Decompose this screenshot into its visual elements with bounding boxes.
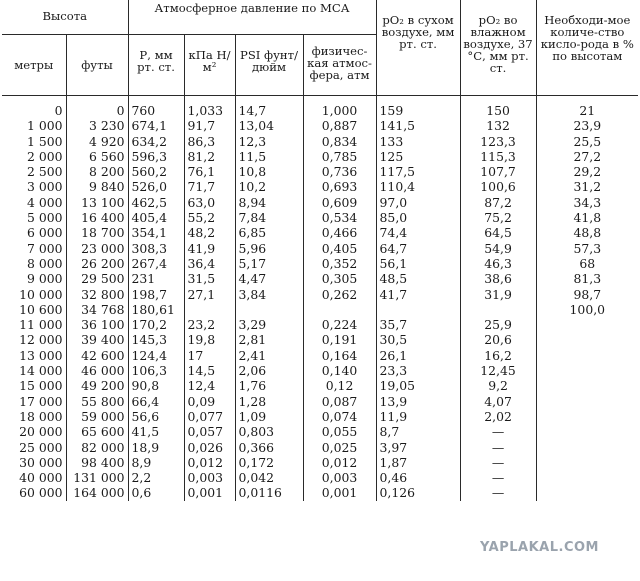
table-cell: 34 768 xyxy=(66,302,128,317)
table-cell: 91,7 xyxy=(184,118,235,133)
header-p-mm: Р, мм рт. ст. xyxy=(128,35,184,96)
table-cell: 0,172 xyxy=(235,455,303,470)
table-cell: 56,1 xyxy=(376,256,460,271)
table-cell: 8,7 xyxy=(376,424,460,439)
table-cell: 0,803 xyxy=(235,424,303,439)
table-cell: 31,2 xyxy=(573,179,602,195)
table-cell: 86,3 xyxy=(184,134,235,149)
table-cell: 64,5 xyxy=(460,225,536,240)
table-cell: 0,534 xyxy=(303,210,376,225)
table-cell: 4 000 xyxy=(2,195,66,210)
table-body xyxy=(2,96,638,501)
table-cell: 39 400 xyxy=(66,332,128,347)
table-cell: 32 800 xyxy=(66,287,128,302)
table-cell: 0,46 xyxy=(376,470,460,485)
table-row xyxy=(2,118,638,133)
table-cell: 7,84 xyxy=(235,210,303,225)
table-cell: 41,5 xyxy=(128,424,184,439)
table-cell: 55,2 xyxy=(184,210,235,225)
table-cell: 26 200 xyxy=(66,256,128,271)
table-cell: 19,05 xyxy=(376,378,460,393)
table-row xyxy=(2,287,638,302)
table-cell: 596,3 xyxy=(128,149,184,164)
table-cell: 76,1 xyxy=(184,164,235,179)
table-cell: 36 100 xyxy=(66,317,128,332)
table-cell: 29 500 xyxy=(66,271,128,286)
table-cell: 4,47 xyxy=(235,271,303,286)
table-cell: 462,5 xyxy=(128,195,184,210)
table-cell: 41,7 xyxy=(376,287,460,302)
table-cell: 10 000 xyxy=(2,287,66,302)
table-cell: 2,2 xyxy=(128,470,184,485)
table-cell: 180,61 xyxy=(128,302,184,317)
table-cell: 100,0 xyxy=(569,301,606,317)
table-cell: 159 xyxy=(376,96,460,119)
table-cell: 23,9 xyxy=(573,118,602,134)
table-cell: 11,9 xyxy=(376,409,460,424)
table-cell xyxy=(460,302,536,317)
table-cell: 1,28 xyxy=(235,394,303,409)
table-row xyxy=(2,225,638,240)
table-cell xyxy=(536,348,638,363)
table-cell: 100,6 xyxy=(460,179,536,194)
table-cell: 0,785 xyxy=(303,149,376,164)
table-cell: 14 000 xyxy=(2,363,66,378)
table-cell: 0,164 xyxy=(303,348,376,363)
table-row xyxy=(2,378,638,393)
table-cell: 2,81 xyxy=(235,332,303,347)
table-cell: 0,736 xyxy=(303,164,376,179)
table-cell: 1,76 xyxy=(235,378,303,393)
table-cell: 198,7 xyxy=(128,287,184,302)
table-cell: 0,0116 xyxy=(235,485,303,500)
header-phys-atm: физичес-кая атмос-фера, атм xyxy=(303,35,376,96)
table-cell: 85,0 xyxy=(376,210,460,225)
table-cell: 16,2 xyxy=(460,348,536,363)
table-cell: 98 400 xyxy=(66,455,128,470)
header-kpa: кПа Н/м² xyxy=(184,35,235,96)
table-cell: 8,9 xyxy=(128,455,184,470)
table-cell: 2 000 xyxy=(2,149,66,164)
table-cell: 27,2 xyxy=(573,148,602,164)
table-cell: 0 xyxy=(2,96,66,119)
header-height: Высота xyxy=(2,0,128,35)
table-cell: 31,9 xyxy=(460,287,536,302)
table-cell: 150 xyxy=(460,96,536,119)
table-cell: 17 000 xyxy=(2,394,66,409)
table-cell: 0,09 xyxy=(184,394,235,409)
table-cell: 0,140 xyxy=(303,363,376,378)
table-cell: 14,5 xyxy=(184,363,235,378)
table-cell xyxy=(184,302,235,317)
table-cell xyxy=(536,455,638,470)
table-cell: 55 800 xyxy=(66,394,128,409)
table-cell: 49 200 xyxy=(66,378,128,393)
table-cell: 115,3 xyxy=(460,149,536,164)
table-cell: 6 000 xyxy=(2,225,66,240)
table-cell: 11 000 xyxy=(2,317,66,332)
table-cell: 81,3 xyxy=(573,271,602,287)
table-cell: 5,96 xyxy=(235,241,303,256)
table-cell xyxy=(536,485,638,500)
table-cell: 13,04 xyxy=(235,118,303,133)
table-cell: 267,4 xyxy=(128,256,184,271)
table-cell: 9 840 xyxy=(66,179,128,194)
table-cell: 30 000 xyxy=(2,455,66,470)
table-cell: 56,6 xyxy=(128,409,184,424)
table-cell: 0,6 xyxy=(128,485,184,500)
table-cell: 13 000 xyxy=(2,348,66,363)
table-cell: 18,9 xyxy=(128,440,184,455)
table-row xyxy=(2,134,638,149)
table-cell: 23,3 xyxy=(376,363,460,378)
table-cell: 0,262 xyxy=(303,287,376,302)
table-cell: 9 000 xyxy=(2,271,66,286)
table-cell: 12 000 xyxy=(2,332,66,347)
table-cell: 1 500 xyxy=(2,134,66,149)
table-cell: 27,1 xyxy=(184,287,235,302)
table-cell: 19,8 xyxy=(184,332,235,347)
table-cell: 63,0 xyxy=(184,195,235,210)
table-cell: 41,8 xyxy=(573,210,602,226)
table-cell: 18 000 xyxy=(2,409,66,424)
table-cell: 141,5 xyxy=(376,118,460,133)
table-cell: 231 xyxy=(128,271,184,286)
table-cell: — xyxy=(460,440,536,455)
table-cell: 8,94 xyxy=(235,195,303,210)
table-cell: 0,042 xyxy=(235,470,303,485)
table-cell: 90,8 xyxy=(128,378,184,393)
table-cell: 68 xyxy=(579,255,596,271)
table-cell: 29,2 xyxy=(573,164,602,180)
table-cell: 0,366 xyxy=(235,440,303,455)
table-cell: 8 200 xyxy=(66,164,128,179)
table-cell: 170,2 xyxy=(128,317,184,332)
table-cell: 23,2 xyxy=(184,317,235,332)
header-po2-wet: pO₂ во влажном воздухе, 37 °С, мм рт. ст. xyxy=(460,0,536,96)
table-cell: 36,4 xyxy=(184,256,235,271)
table-cell: 35,7 xyxy=(376,317,460,332)
header-o2-needed: Необходи-мое количе-ство кисло-рода в % по высотам xyxy=(536,0,638,96)
table-cell: 0,001 xyxy=(184,485,235,500)
table-cell xyxy=(235,302,303,317)
table-cell: 634,2 xyxy=(128,134,184,149)
table-row xyxy=(2,317,638,332)
table-row xyxy=(2,271,638,286)
table-cell: 0,003 xyxy=(303,470,376,485)
table-cell: 0 xyxy=(66,96,128,119)
table-cell xyxy=(376,302,460,317)
table-row xyxy=(2,332,638,347)
table-cell: 0,609 xyxy=(303,195,376,210)
table-cell: 59 000 xyxy=(66,409,128,424)
table-cell: 107,7 xyxy=(460,164,536,179)
table-cell: 60 000 xyxy=(2,485,66,500)
table-cell: 125 xyxy=(376,149,460,164)
table-cell: 0,191 xyxy=(303,332,376,347)
table-cell: 3,84 xyxy=(235,287,303,302)
table-cell: 71,7 xyxy=(184,179,235,194)
table-cell: 1,87 xyxy=(376,455,460,470)
table-cell: 25,9 xyxy=(460,317,536,332)
table-cell: 9,2 xyxy=(460,378,536,393)
table-cell: 3 230 xyxy=(66,118,128,133)
table-cell xyxy=(536,394,638,409)
table-cell: 3 000 xyxy=(2,179,66,194)
table-cell: 48,5 xyxy=(376,271,460,286)
table-cell: 164 000 xyxy=(66,485,128,500)
table-cell: 12,45 xyxy=(460,363,536,378)
table-cell: 0,887 xyxy=(303,118,376,133)
table-cell: 25,5 xyxy=(573,133,602,149)
table-cell: 5 000 xyxy=(2,210,66,225)
table-cell: 674,1 xyxy=(128,118,184,133)
table-cell: 31,5 xyxy=(184,271,235,286)
table-row xyxy=(2,440,638,455)
table-cell: 117,5 xyxy=(376,164,460,179)
table-cell: 46 000 xyxy=(66,363,128,378)
table-cell: 0,001 xyxy=(303,485,376,500)
table-cell: 0,077 xyxy=(184,409,235,424)
table-cell: 0,224 xyxy=(303,317,376,332)
table-row xyxy=(2,179,638,194)
table-cell: 75,2 xyxy=(460,210,536,225)
table-cell: 81,2 xyxy=(184,149,235,164)
table-row xyxy=(2,164,638,179)
table-cell: 38,6 xyxy=(460,271,536,286)
table-cell: 30,5 xyxy=(376,332,460,347)
table-cell: 124,4 xyxy=(128,348,184,363)
table-cell: 64,7 xyxy=(376,241,460,256)
table-cell: 0,126 xyxy=(376,485,460,500)
table-row xyxy=(2,348,638,363)
table-cell: 0,057 xyxy=(184,424,235,439)
table-cell: 13,9 xyxy=(376,394,460,409)
header-atm-pressure: Атмосферное давление по МСА xyxy=(128,0,376,35)
table-cell: 8 000 xyxy=(2,256,66,271)
table-cell: 11,5 xyxy=(235,149,303,164)
table-cell: 16 400 xyxy=(66,210,128,225)
table-row xyxy=(2,195,638,210)
table-cell: 74,4 xyxy=(376,225,460,240)
table-cell xyxy=(536,440,638,455)
table-row xyxy=(2,241,638,256)
table-row xyxy=(2,210,638,225)
table-cell xyxy=(536,378,638,393)
table-cell xyxy=(536,332,638,347)
table-cell: 10,8 xyxy=(235,164,303,179)
table-row xyxy=(2,455,638,470)
table-cell: 760 xyxy=(128,96,184,119)
table-cell: 0,305 xyxy=(303,271,376,286)
table-cell: 0,087 xyxy=(303,394,376,409)
table-cell: 26,1 xyxy=(376,348,460,363)
header-feet: футы xyxy=(66,35,128,96)
table-cell: 0,12 xyxy=(303,378,376,393)
table-cell: 2,02 xyxy=(460,409,536,424)
table-cell: 82 000 xyxy=(66,440,128,455)
table-cell: 66,4 xyxy=(128,394,184,409)
table-cell: 0,026 xyxy=(184,440,235,455)
table-cell: 6,85 xyxy=(235,225,303,240)
table-row xyxy=(2,96,638,119)
table-cell: 98,7 xyxy=(573,286,602,302)
table-cell: 6 560 xyxy=(66,149,128,164)
table-cell: 21 xyxy=(579,103,596,118)
table-cell: 3,29 xyxy=(235,317,303,332)
table-cell: 20,6 xyxy=(460,332,536,347)
table-cell: 57,3 xyxy=(573,240,602,256)
table-cell: 0,003 xyxy=(184,470,235,485)
table-cell: 10 600 xyxy=(2,302,66,317)
table-cell: 2,41 xyxy=(235,348,303,363)
table-cell: 0,352 xyxy=(303,256,376,271)
table-cell: 13 100 xyxy=(66,195,128,210)
table-cell: 2,06 xyxy=(235,363,303,378)
table-cell: — xyxy=(460,455,536,470)
table-row xyxy=(2,149,638,164)
table-cell: 20 000 xyxy=(2,424,66,439)
header-po2-dry: pO₂ в сухом воздухе, мм рт. ст. xyxy=(376,0,460,96)
table-cell: 560,2 xyxy=(128,164,184,179)
table-cell: 0,055 xyxy=(303,424,376,439)
altitude-pressure-table xyxy=(2,0,638,501)
header-psi: PSI фунт/ дюйм xyxy=(235,35,303,96)
table-cell: 12,3 xyxy=(235,134,303,149)
table-cell: 14,7 xyxy=(235,96,303,119)
table-cell: 0,466 xyxy=(303,225,376,240)
table-cell: 48,8 xyxy=(573,225,602,241)
table-cell: 0,074 xyxy=(303,409,376,424)
table-cell: 132 xyxy=(460,118,536,133)
table-cell: 145,3 xyxy=(128,332,184,347)
table-cell: 42 600 xyxy=(66,348,128,363)
table-row xyxy=(2,470,638,485)
table-cell: 308,3 xyxy=(128,241,184,256)
table-cell: 48,2 xyxy=(184,225,235,240)
table-cell: — xyxy=(460,470,536,485)
table-cell: 0,025 xyxy=(303,440,376,455)
table-cell xyxy=(536,424,638,439)
table-cell: 106,3 xyxy=(128,363,184,378)
table-cell xyxy=(303,302,376,317)
table-cell: 0,834 xyxy=(303,134,376,149)
table-cell: 40 000 xyxy=(2,470,66,485)
table-cell: 133 xyxy=(376,134,460,149)
table-row xyxy=(2,485,638,500)
table-row xyxy=(2,256,638,271)
table-cell: 0,012 xyxy=(184,455,235,470)
table-cell: 23 000 xyxy=(66,241,128,256)
table-cell: 12,4 xyxy=(184,378,235,393)
header-meters: метры xyxy=(2,35,66,96)
table-row xyxy=(2,363,638,378)
table-cell: 3,97 xyxy=(376,440,460,455)
table-cell: — xyxy=(460,424,536,439)
table-row xyxy=(2,409,638,424)
table-cell: 2 500 xyxy=(2,164,66,179)
table-cell: 97,0 xyxy=(376,195,460,210)
table-cell: 17 xyxy=(184,348,235,363)
table-cell: 18 700 xyxy=(66,225,128,240)
table-row xyxy=(2,394,638,409)
table-cell xyxy=(536,409,638,424)
watermark: YAPLAKAL.COM xyxy=(480,540,599,555)
table-cell: 46,3 xyxy=(460,256,536,271)
table-cell: 1,000 xyxy=(303,96,376,119)
table-cell: 4 920 xyxy=(66,134,128,149)
table-cell: 0,693 xyxy=(303,179,376,194)
table-cell: 5,17 xyxy=(235,256,303,271)
table-cell: 526,0 xyxy=(128,179,184,194)
table-cell: 4,07 xyxy=(460,394,536,409)
table-cell: 65 600 xyxy=(66,424,128,439)
table-cell: — xyxy=(460,485,536,500)
table-cell xyxy=(536,363,638,378)
table-cell: 0,012 xyxy=(303,455,376,470)
table-cell: 25 000 xyxy=(2,440,66,455)
table-cell: 15 000 xyxy=(2,378,66,393)
table-cell: 7 000 xyxy=(2,241,66,256)
table-cell: 354,1 xyxy=(128,225,184,240)
table-row xyxy=(2,424,638,439)
table-row xyxy=(2,302,638,317)
table-cell: 405,4 xyxy=(128,210,184,225)
table-cell: 131 000 xyxy=(66,470,128,485)
table-cell: 87,2 xyxy=(460,195,536,210)
table-cell xyxy=(536,470,638,485)
table-cell: 0,405 xyxy=(303,241,376,256)
table-cell: 1,033 xyxy=(184,96,235,119)
table-cell: 10,2 xyxy=(235,179,303,194)
table-cell: 123,3 xyxy=(460,134,536,149)
table-cell: 1,09 xyxy=(235,409,303,424)
table-cell: 54,9 xyxy=(460,241,536,256)
table-cell: 110,4 xyxy=(376,179,460,194)
table-cell xyxy=(536,317,638,332)
table-cell: 1 000 xyxy=(2,118,66,133)
table-cell: 41,9 xyxy=(184,241,235,256)
table-cell: 34,3 xyxy=(573,194,602,210)
